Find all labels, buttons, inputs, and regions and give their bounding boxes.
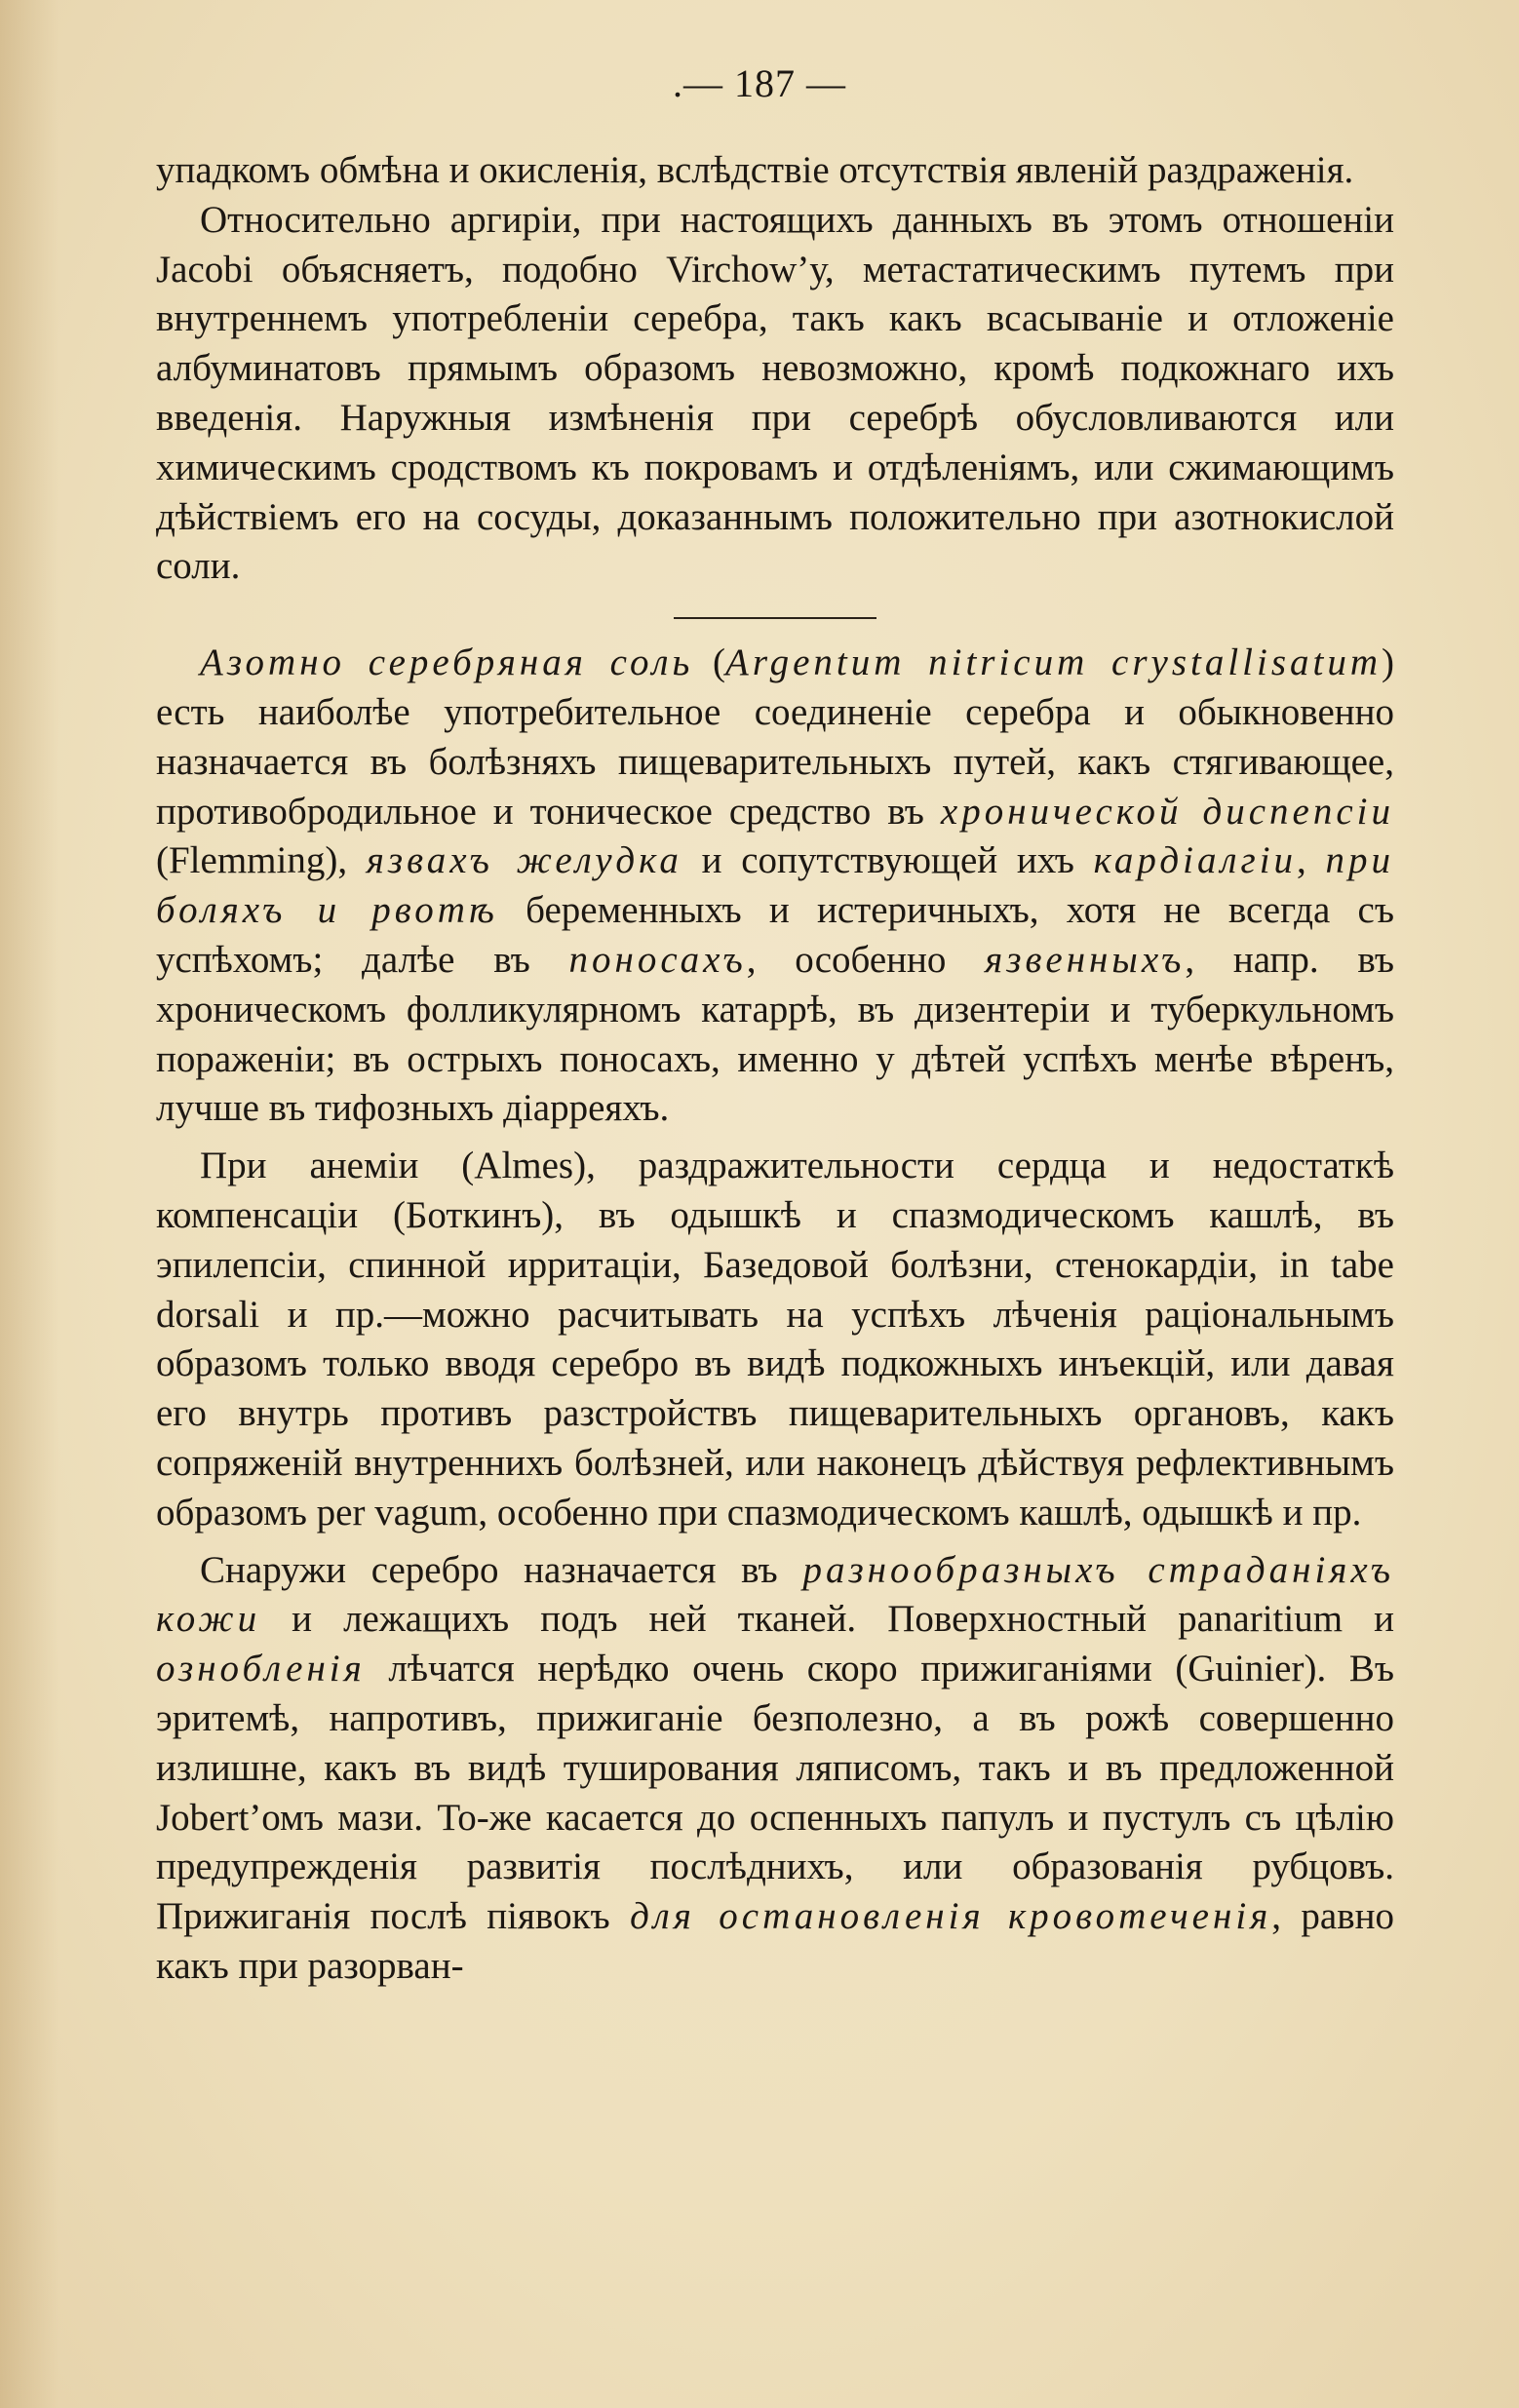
spaced-term-skin-conditions: разнообразныхъ страданіяхъ кожи [156,1548,1394,1641]
paragraph-3-text-5: , [1297,839,1306,882]
spaced-term-cardialgia: кардіалгіи [1093,839,1298,882]
paragraph-2: Относительно аргиріи, при настоящихъ данныхъ въ этомъ отношеніи Jacobi объясняетъ, подобно Virchow’у, метастатическимъ путемъ при внутреннемъ употребленіи серебра, такъ какъ всасываніе и отложеніе албуминатовъ прямымъ образомъ невозможно, кромѣ подкожнаго ихъ введенія. Наружныя измѣненія при серебрѣ обусловливаются или химическимъ сродствомъ къ покровамъ и отдѣленіямъ, или сжимающимъ дѣйствіемъ его на сосуды, доказаннымъ положительно при азотнокислой соли. [156,198,1394,588]
paragraph-3-text-1: ( [713,641,726,684]
page-number: .— 187 — [673,61,846,105]
paragraph-5 [156,1546,1394,1992]
paragraph-3-text-3: (Flemming), [156,839,348,882]
spaced-term-frostbite: ознобленія [156,1648,366,1690]
section-divider [674,617,876,619]
paragraph-5-text-4: , равно какъ при разорван- [156,1895,1394,1987]
paragraph-3 [156,639,1394,1134]
paragraph-5-text-1: Снаружи серебро назначается въ [200,1548,778,1591]
paragraph-3-text-7: , особенно [746,938,947,981]
spaced-term-argentum-nitricum: Argentum nitricum crystallisatum [725,641,1383,684]
spaced-term-azotno-serebryanaya-sol: Азотно серебряная соль [200,641,694,684]
paragraph-5-text-3: лѣчатся нерѣдко очень скоро прижиганіями (Guinier). Въ эритемѣ, напротивъ, прижиганіе безполезно, а въ рожѣ совершенно излишне, какъ въ видѣ туширования ляписомъ, такъ и въ предложенной Jobert’омъ мази. То-же касается до оспенныхъ папулъ и пустулъ съ цѣлію предупрежденія развитія послѣднихъ, или образованія рубцовъ. Прижиганія послѣ піявокъ [156,1648,1395,1938]
spaced-term-diarrhea: поносахъ [568,938,747,981]
spaced-term-pains-vomiting: при боляхъ и рвотѣ [156,839,1395,932]
paragraph-3-text-2: ) есть наиболѣе употребительное соединеніе серебра и обыкновенно назначается въ болѣзняхъ пищеварительныхъ путей, какъ стягивающее, противобродильное и тоническое средство въ [156,641,1395,833]
paragraph-4: При анеміи (Almes), раздражительности сердца и недостаткѣ компенсаціи (Боткинъ), въ одышкѣ и спазмодическомъ кашлѣ, въ эпилепсіи, спинной ирритаціи, Базедовой болѣзни, стенокардіи, in tabe dorsali и пр.—можно расчитывать на успѣхъ лѣченія раціональнымъ образомъ только вводя серебро въ видѣ подкожныхъ инъекцій, или давая его внутрь противъ разстройствъ пищеварительныхъ органовъ, какъ сопряженій внутреннихъ болѣзней, или наконецъ дѣйствуя рефлективнымъ образомъ per vagum, особенно при спазмодическомъ кашлѣ, одышкѣ и пр. [156,1145,1394,1534]
body-text [156,146,1394,1992]
page-edge-shadow [0,0,58,2408]
spaced-term-dyspepsia: хронической диспепсіи [940,790,1395,833]
spaced-term-ulcerative: язвенныхъ [985,938,1186,981]
paragraph-3-text-6: беременныхъ и истеричныхъ, хотя не всегда съ успѣхомъ; далѣе въ [156,889,1395,981]
paragraph-5-text-2: и лежащихъ подъ ней тканей. Поверхностный panaritium и [292,1598,1394,1641]
paragraph-3-text-4: и сопутствующей ихъ [701,839,1074,882]
spaced-term-stomach-ulcers: язвахъ желудка [366,839,682,882]
paragraph-1: упадкомъ обмѣна и окисленія, вслѣдствіе отсутствія явленій раздраженія. [156,149,1354,191]
paragraph-3-text-8: , напр. въ хроническомъ фолликулярномъ катаррѣ, въ дизентеріи и туберкульномъ пораженіи; въ острыхъ поносахъ, именно у дѣтей успѣхъ менѣе вѣренъ, лучше въ тифозныхъ діарреяхъ. [156,938,1394,1130]
spaced-term-stopping-bleeding: для остановленія кровотеченія [630,1895,1272,1938]
